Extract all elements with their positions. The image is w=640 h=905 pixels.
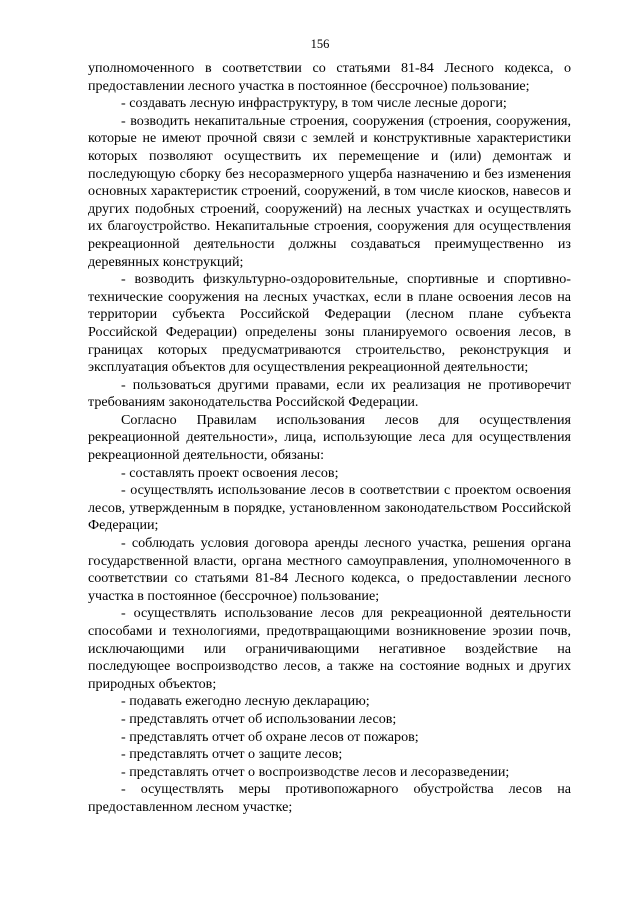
paragraph: - представлять отчет об использовании лесов; [121,710,397,727]
paragraph: - соблюдать условия договора аренды лесного участка, решения органа государственной власти, органа местного самоуправления, уполномоченного в соответствии со статьями 81-84 Лесного кодекса, о предоставлении лесного участка в постоянное (бессрочное) пользование; [88,535,571,604]
paragraph: - осуществлять меры противопожарного обустройства лесов на предоставленном лесном участке; [88,781,571,815]
paragraph: - возводить физкультурно-оздоровительные, спортивные и спортивно-технические сооружения на лесных участках, если в плане освоения лесов на территории субъекта Российской Федерации (лесном плане субъекта Российской Федерации) определены зоны планируемого освоения лесов, в границах которых предусматриваются строительство, реконструкция и эксплуатация объектов для осуществления рекреационной деятельности; [88,271,571,376]
paragraph: - подавать ежегодно лесную декларацию; [121,693,370,710]
paragraph: Согласно Правилам использования лесов для осуществления рекреационной деятельности», лица, использующие леса для осуществления рекреационной деятельности, обязаны: [88,411,571,464]
paragraph: - составлять проект освоения лесов; [121,464,339,481]
body-text [88,60,571,817]
paragraph: - представлять отчет о защите лесов; [121,746,343,763]
paragraph: - пользоваться другими правами, если их реализация не противоречит требованиям законодательства Российской Федерации. [88,376,571,411]
paragraph: - представлять отчет о воспроизводстве лесов и лесоразведении; [121,763,510,780]
paragraph: - создавать лесную инфраструктуру, в том числе лесные дороги; [121,95,507,112]
paragraph: - осуществлять использование лесов в соответствии с проектом освоения лесов, утвержденным в порядке, установленном законодательством Российской Федерации; [88,482,571,534]
page-number: 156 [310,37,330,51]
paragraph: уполномоченного в соответствии со статьями 81-84 Лесного кодекса, о предоставлении лесного участка в постоянное (бессрочное) пользование; [88,60,571,94]
paragraph: - осуществлять использование лесов для рекреационной деятельности способами и технологиями, предотвращающими возникновение эрозии почв, исключающими или ограничивающими негативное воздействие на последующее воспроизводство лесов, а также на состояние водных и других природных объектов; [88,605,571,692]
paragraph: - возводить некапитальные строения, сооружения (строения, сооружения, которые не имеют прочной связи с землей и конструктивные характеристики которых позволяют осуществить их перемещение и (или) демонтаж и последующую сборку без несоразмерного ущерба назначению и без изменения основных характеристик строений, сооружений, в том числе киосков, навесов и других подобных строений, сооружений) на лесных участках и осуществлять их благоустройство. Некапитальные строения, сооружения для осуществления рекреационной деятельности должны создаваться преимущественно из деревянных конструкций; [88,112,571,270]
paragraph: - представлять отчет об охране лесов от пожаров; [121,728,419,745]
